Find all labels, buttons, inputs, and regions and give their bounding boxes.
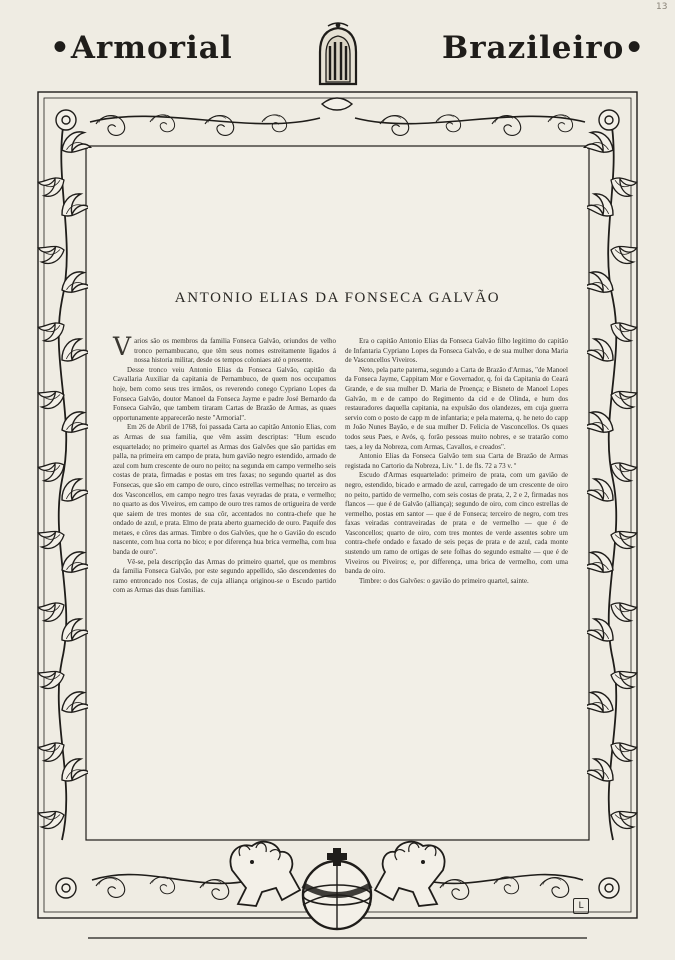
article-right-column xyxy=(345,337,568,586)
artist-monogram: L xyxy=(573,898,589,914)
corner-mark: 13 xyxy=(656,2,668,12)
armillary-sphere-icon xyxy=(303,861,371,929)
paragraph xyxy=(113,332,336,366)
paragraph: Em 26 de Abril de 1768, foi passada Carta ao capitão Antonio Elias, com as Armas de sua familia, que vêm assim descriptas: "Hum escudo esquartelado; no primeiro quartel as Armas dos Galvões que são partidas em palla, na primeira em campo de prata, hum gavião negro estendido, armado de azul com hum crescente de ouro no peito; na segunda em campo vermelho seis costas de prata, firmadas e postas em tres faxas; no segundo quartel as dos Fonsecas, que são em campo de ouro, cinco estrellas vermelhas; no terceiro as dos Vasconcellos, em campo negro tres faxas veyradas de prata, e vermelho; no quarto as dos Viveiros, em campo de ouro tres ramos de ortigueira de verde que saiem de tres montes de sua côr, accentados no contra-chefe que he ondado de azul, e prata. Elmo de prata aberto guarnecido de ouro. Paquife dos metaes, e côres das armas. Timbre o dos Galvões, que he o Gavião do escudo nascente, com hua corta no bico; e por diferença hua brica vermelha, com hua banda de ouro". xyxy=(113,423,336,557)
masthead-left-word: •Armorial xyxy=(50,30,233,66)
drop-cap: V xyxy=(113,332,132,361)
article-title: ANTONIO ELIAS DA FONSECA GALVÃO xyxy=(174,290,501,306)
paragraph: Antonio Elias da Fonseca Galvão tem sua Carta de Brazão de Armas registada no Cartorio da Nobreza, Liv. º 1. de fls. 72 a 73 v. º xyxy=(345,452,568,470)
masthead-right-word: Brazileiro• xyxy=(442,30,646,66)
paragraph: Timbre: o dos Galvões: o gavião do primeiro quartel, sainte. xyxy=(359,576,529,585)
paragraph-text: arios são os membros da familia Fonseca Galvão, oriundos de velho tronco pernambucano, que têm seus nomes estreitamente ligados á nossa historia militar, desde os tempos coloniaes até o presente. xyxy=(134,337,336,365)
article-left-column xyxy=(113,332,336,596)
paragraph: Era o capitão Antonio Elias da Fonseca Galvão filho legitimo do capitão de Infantaria Cypriano Lopes da Fonseca Galvão, e de sua mulher dona Maria de Vasconcellos Viveiros. xyxy=(345,337,568,365)
paragraph: Desse tronco veiu Antonio Elias da Fonseca Galvão, capitão da Cavallaria Auxiliar da capitania de Pernambuco, de quem nos occupamos hoje, bem como seus tres irmãos, os reverendo conego Cypriano Lopes da Fonseca Galvão, doutor Manoel da Fonseca Jayme e padre José Bernardo da Fonseca Galvão, que tambem tiraram Cartas de Brazão de Armas, as quaes opportunamente apparecerão neste "Armorial". xyxy=(113,365,336,422)
paragraph: Neto, pela parte paterna, segundo a Carta de Brazão d'Armas, "de Manoel da Fonseca Jayme, Cappitam Mor e Governador, q. foi da Capitania do Ceará Grande, e de sua mulher D. Maria de Proença; e Bisneto de Manoel Lopes Galvão, m e de campo do Regimento da cid e de Olinda, e hum dos restauradores daquella capitania, na expulsão dos olandezes, em cuja guerra servio com o posto de capp m de infantaria; e pela materna, q. he neto do capp m João Nunes Bayão, e de sua mulher D. Felicia de Vasconcellos. Os quaes todos seus Paes, e Avós, q. forão pessoas muito nobres, e se tratarão como taes, a ley da Nobreza, com Armas, Cavallos, e creados". xyxy=(345,365,568,451)
paragraph: Escudo d'Armas esquartelado: primeiro de prata, com um gavião de negro, estendido, bicado e armado de azul, carregado de um crescente de oiro no peito, partido de vermelho, com seis costas de prata, 2, 2 e 2, firmadas nos flancos — que é de Galvão (alliança); segundo de oiro, com cinco estrellas de vermelho, postas em santor — que é de Fonseca; terceiro de negro, com tres faxas veiradas contraveiradas de prata e de vermelho — que é de Vasconcellos; quarto de oiro, com tres montes de verde assentes sobre um contra-chefe ondado e faxado de seis peças de prata e de azul, cada monte sustendo um ramo de ortigas de sete folhas do segundo esmalte — que é de Viveiros ou Piveiros; e, por differença, uma brica de vermelho, com uma banda de oiro. xyxy=(345,471,568,576)
paragraph: Vê-se, pela descripção das Armas do primeiro quartel, que os membros da familia Fonseca Galvão, por este segundo appellido, são descendentes do ramo entroncado nos Costas, de cuja alliança originou-se o Escudo partido com as Armas das duas familias. xyxy=(113,557,336,595)
